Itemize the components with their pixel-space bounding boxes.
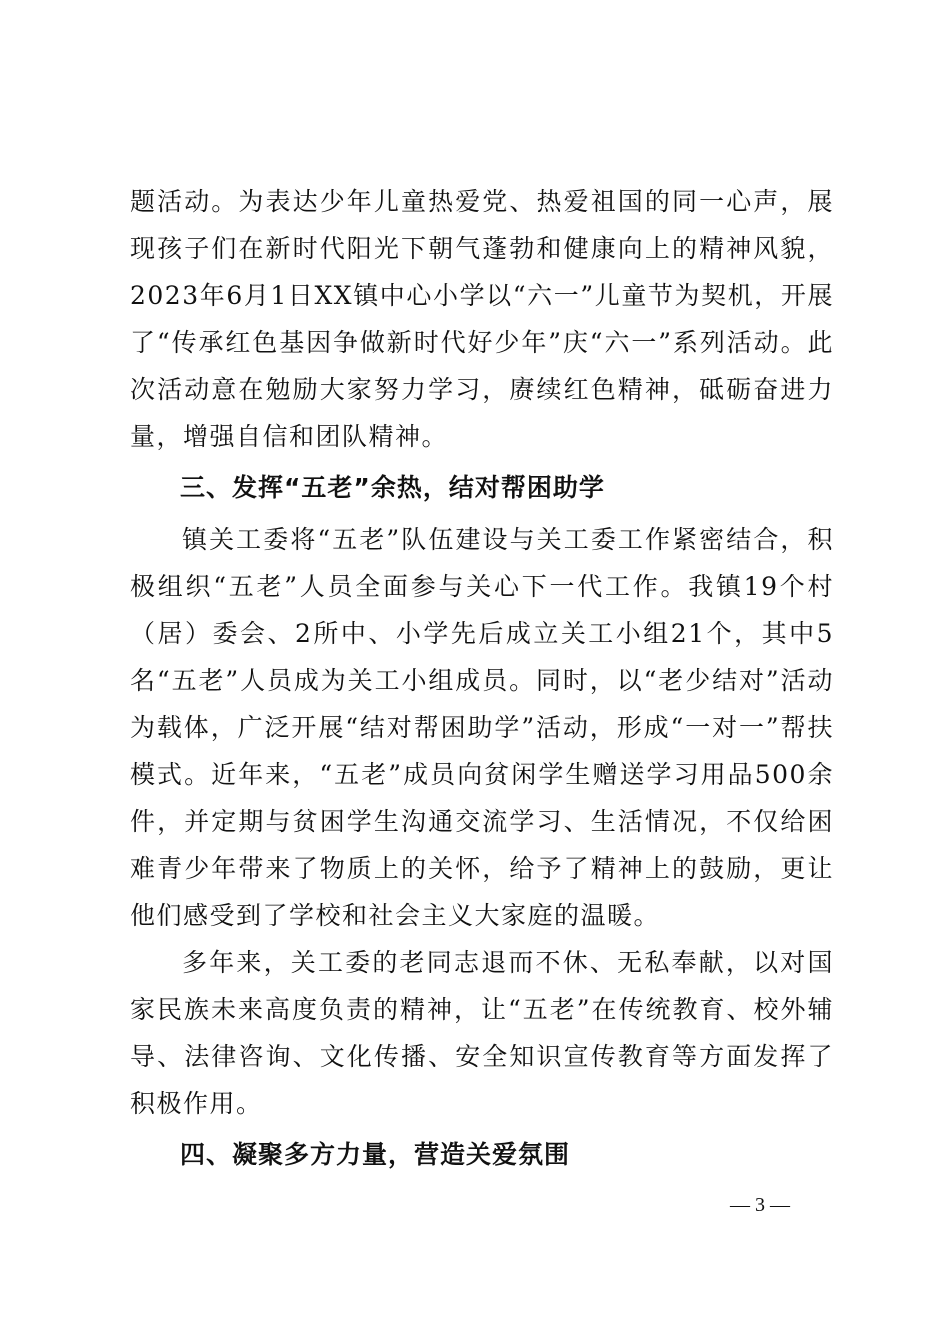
paragraph-five-elders: 镇关工委将“五老”队伍建设与关工委工作紧密结合，积极组织“五老”人员全面参与关心下一代工作。我镇19个村（居）委会、2所中、小学先后成立关工小组21个，其中5名“五老”人员成为关工小组成员。同时，以“老少结对”活动为载体，广泛开展“结对帮困助学”活动，形成“一对一”帮扶模式。近年来，“五老”成员向贫闲学生赠送学习用品500余件，并定期与贫困学生沟通交流学习、生活情况，不仅给困难青少年带来了物质上的关怀，给予了精神上的鼓励，更让他们感受到了学校和社会主义大家庭的温暖。 (130, 525, 834, 930)
paragraph-continuation: 题活动。为表达少年儿童热爱党、热爱祖国的同一心声，展现孩子们在新时代阳光下朝气蓬勃和健康向上的精神风貌，2023年6月1日XX镇中心小学以“六一”儿童节为契机，开展了“传承红色基因争做新时代好少年”庆“六一”系列活动。此次活动意在勉励大家努力学习，赓续红色精神，砥砺奋进力量，增强自信和团队精神。 (130, 187, 834, 451)
document-body (130, 178, 834, 1183)
page-number: — 3 — (730, 1194, 790, 1216)
section-heading-4: 四、凝聚多方力量，营造关爱氛围 (180, 1140, 571, 1169)
section-heading-3: 三、发挥“五老”余热，结对帮困助学 (180, 473, 605, 502)
paragraph-summary: 多年来，关工委的老同志退而不休、无私奉献，以对国家民族未来高度负责的精神，让“五老”在传统教育、校外辅导、法律咨询、文化传播、安全知识宣传教育等方面发挥了积极作用。 (130, 948, 834, 1118)
